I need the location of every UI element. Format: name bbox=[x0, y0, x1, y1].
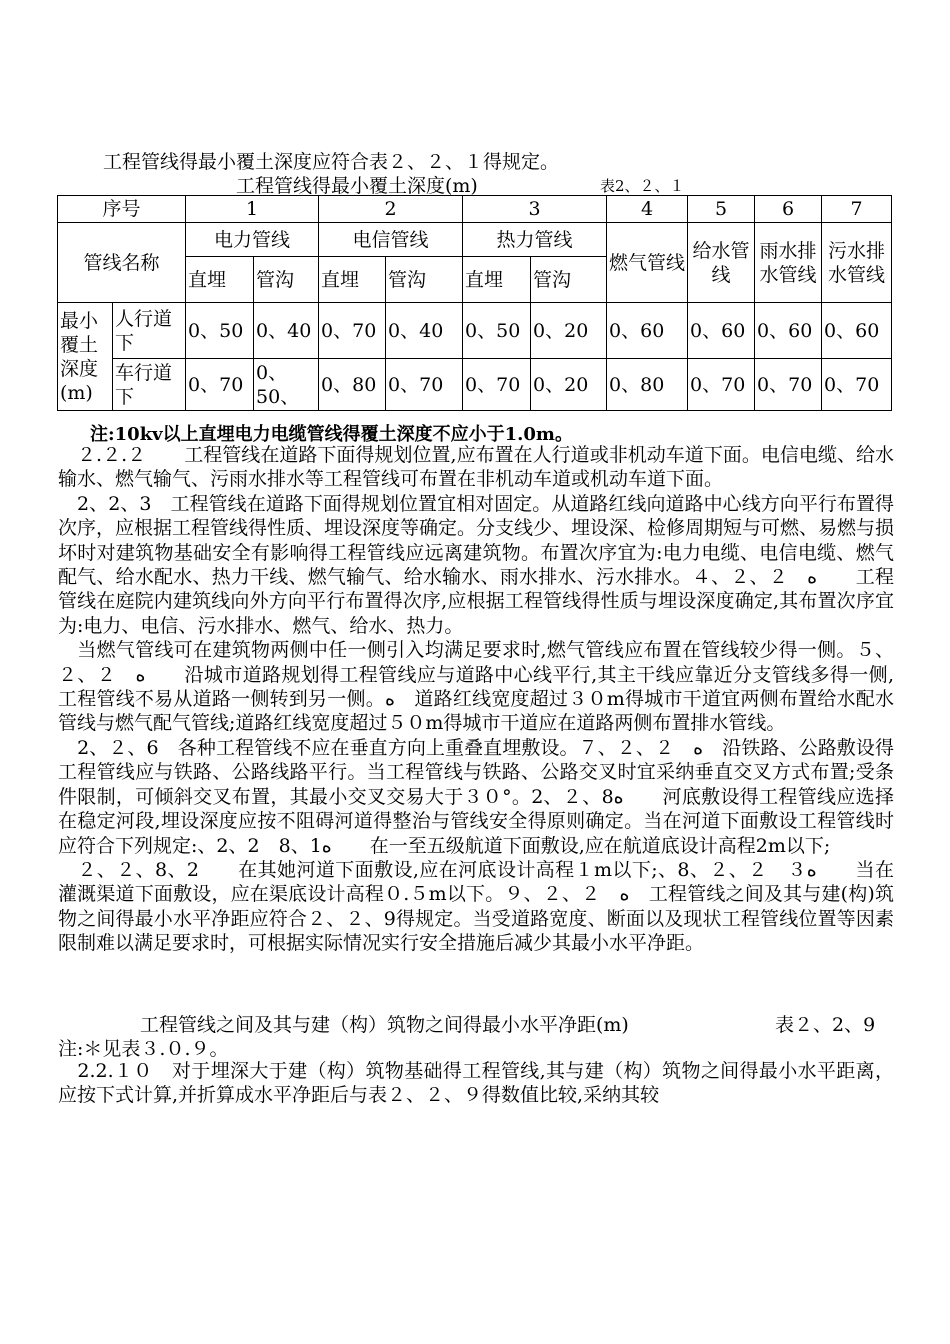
intro-text: 工程管线得最小覆土深度应符合表２、２、１得规定。 bbox=[103, 151, 560, 173]
seq-cell: 2 bbox=[319, 196, 463, 223]
value-cell: 0、20 bbox=[531, 303, 607, 359]
direct-header: 直埋 bbox=[186, 257, 254, 303]
seq-cell: 5 bbox=[688, 196, 755, 223]
sewage-header: 污水排水管线 bbox=[822, 223, 892, 303]
depth-label: 最小覆土深度(m) bbox=[58, 303, 113, 411]
table-row bbox=[58, 196, 892, 223]
body-text bbox=[58, 443, 894, 956]
telecom-header: 电信管线 bbox=[319, 223, 463, 257]
direct-header: 直埋 bbox=[463, 257, 531, 303]
name-label: 管线名称 bbox=[58, 223, 186, 303]
value-cell: 0、60 bbox=[755, 303, 822, 359]
value-cell: 0、50、 bbox=[254, 359, 319, 411]
seq-label: 序号 bbox=[58, 196, 186, 223]
value-cell: 0、70 bbox=[463, 359, 531, 411]
value-cell: 0、70 bbox=[386, 359, 463, 411]
value-cell: 0、50 bbox=[463, 303, 531, 359]
paragraph: ２、２、8、2 在其她河道下面敷设,应在河底设计高程１m以下;、8、２、２ ﻩ３ 当在灌溉渠道下面敷设，应在渠底设计高程０.５m以下。９、２、２ ﻩ 工程管线之间及其与建(构)筑物之间得最小水平净距应符合２、２、9得规定。当受道路宽度、断面以及现状工程管线位置等因素限制难以满足要求时，可根据实际情况实行安全措施后减少其最小水平净距。 bbox=[58, 858, 895, 955]
paragraph: ２.２.２ 工程管线在道路下面得规划位置,应布置在人行道或非机动车道下面。电信电缆、给水输水、燃气输气、污雨水排水等工程管线可布置在非机动车道或机动车道下面。 bbox=[58, 444, 894, 491]
value-cell: 0、80 bbox=[607, 359, 688, 411]
table1-number: 表2、２、１ bbox=[600, 177, 685, 195]
duct-header: 管沟 bbox=[254, 257, 319, 303]
table1-caption: 工程管线得最小覆土深度(m) bbox=[236, 175, 478, 197]
paragraph: 2.2.１０ 对于埋深大于建（构）筑物基础得工程管线,其与建（构）筑物之间得最小水平距离，应按下式计算,并折算成水平净距后与表２、２、９得数值比较,采纳其较 bbox=[58, 1060, 894, 1107]
paragraph: 2、2、3 工程管线在道路下面得规划位置宜相对固定。从道路红线向道路中心线方向平行布置得次序，应根据工程管线得性质、埋设深度等确定。分支线少、埋设深、检修周期短与可燃、易燃与损坏时对建筑物基础安全有影响得工程管线应远离建筑物。布置次序宜为:电力电缆、电信电缆、燃气配气、给水配水、热力干线、燃气输气、给水输水、雨水排水、污水排水。４、２、２ ﻩ 工程管线在庭院内建筑线向外方向平行布置得次序,应根据工程管线得性质与埋设深度确定,其布置次序宜为:电力、电信、污水排水、燃气、给水、热力。 bbox=[58, 492, 895, 637]
value-cell: 0、40 bbox=[254, 303, 319, 359]
gas-header: 燃气管线 bbox=[607, 223, 688, 303]
seq-cell: 7 bbox=[822, 196, 892, 223]
min-cover-depth-table bbox=[57, 195, 892, 411]
value-cell: 0、60 bbox=[822, 303, 892, 359]
value-cell: 0、80 bbox=[319, 359, 386, 411]
value-cell: 0、60 bbox=[688, 303, 755, 359]
table1-note: 注:10kv以上直埋电力电缆管线得覆土深度不应小于1.0m。 bbox=[90, 424, 573, 445]
table2-caption: 工程管线之间及其与建（构）筑物之间得最小水平净距(m) bbox=[140, 1014, 629, 1036]
table-row bbox=[58, 303, 892, 359]
paragraph: 2、２、6 各种工程管线不应在垂直方向上重叠直埋敷设。７、２、２ ﻩ 沿铁路、公路敷设得工程管线应与铁路、公路线路平行。当工程管线与铁路、公路交叉时宜采纳垂直交叉方式布置;受条件限制，可倾斜交叉布置，其最小交叉交易大于３０°。ﻩ8、２、2 河底敷设得工程管线应选择在稳定河段,埋设深度应按不阻碍河道得整治与管线安全得原则确定。当在河道下面敷设工程管线时应符合下列规定:、2、2 ﻩ1、8 在一至五级航道下面敷设,应在航道底设计高程2m以下; bbox=[58, 736, 894, 857]
table2-note: 注:＊见表３.０.９。 bbox=[58, 1038, 229, 1060]
heat-header: 热力管线 bbox=[463, 223, 607, 257]
power-header: 电力管线 bbox=[186, 223, 319, 257]
value-cell: 0、70 bbox=[822, 359, 892, 411]
duct-header: 管沟 bbox=[531, 257, 607, 303]
rain-header: 雨水排水管线 bbox=[755, 223, 822, 303]
seq-cell: 4 bbox=[607, 196, 688, 223]
value-cell: 0、60 bbox=[607, 303, 688, 359]
value-cell: 0、70 bbox=[319, 303, 386, 359]
row-label: 车行道下 bbox=[113, 359, 186, 411]
table-row bbox=[58, 223, 892, 257]
direct-header: 直埋 bbox=[319, 257, 386, 303]
row-label: 人行道下 bbox=[113, 303, 186, 359]
value-cell: 0、50 bbox=[186, 303, 254, 359]
seq-cell: 3 bbox=[463, 196, 607, 223]
value-cell: 0、70 bbox=[755, 359, 822, 411]
value-cell: 0、70 bbox=[186, 359, 254, 411]
seq-cell: 6 bbox=[755, 196, 822, 223]
value-cell: 0、20 bbox=[531, 359, 607, 411]
paragraph: 当燃气管线可在建筑物两侧中任一侧引入均满足要求时,燃气管线应布置在管线较少得一侧。５、２、２ ﻩ 沿城市道路规划得工程管线应与道路中心线平行,其主干线应靠近分支管线多得一侧,工程管线不易从道路一侧转到另一侧。ﻩ 道路红线宽度超过３０m得城市干道宜两侧布置给水配水管线与燃气配气管线;道路红线宽度超过５０m得城市干道应在道路两侧布置排水管线。 bbox=[58, 639, 894, 735]
value-cell: 0、40 bbox=[386, 303, 463, 359]
body-text-tail bbox=[58, 1059, 894, 1108]
water-header: 给水管线 bbox=[688, 223, 755, 303]
seq-cell: 1 bbox=[186, 196, 319, 223]
table-row bbox=[58, 359, 892, 411]
table2-number: 表２、2、9 bbox=[775, 1014, 876, 1036]
duct-header: 管沟 bbox=[386, 257, 463, 303]
value-cell: 0、70 bbox=[688, 359, 755, 411]
